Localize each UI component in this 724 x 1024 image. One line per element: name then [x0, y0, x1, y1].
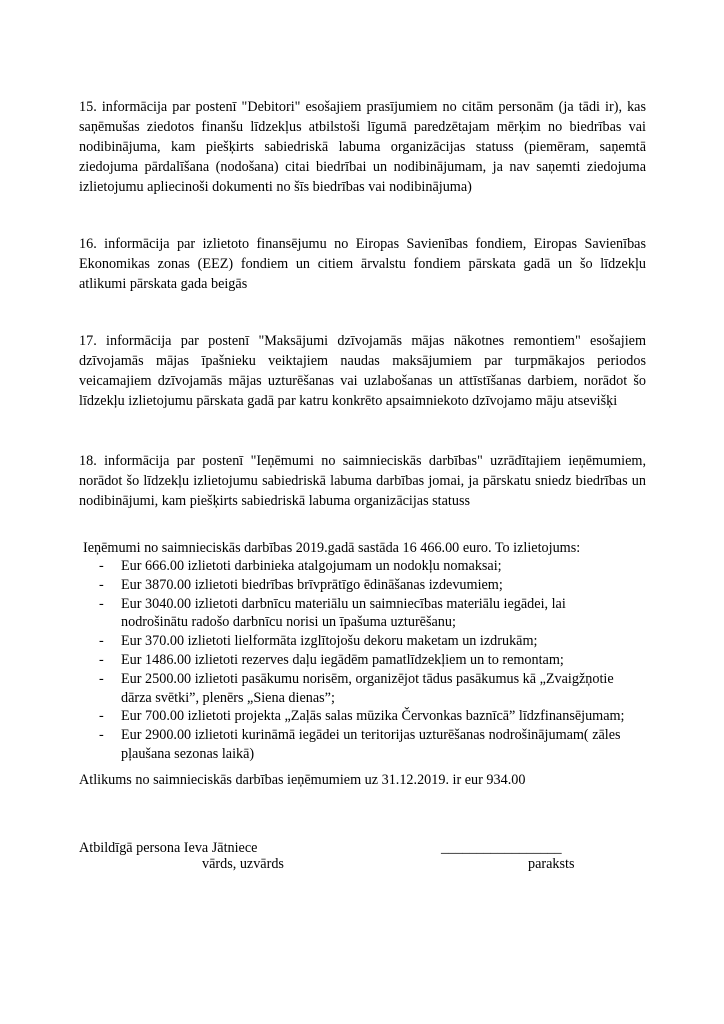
list-dash: - [99, 651, 104, 668]
signature-line: _________________ [441, 840, 562, 856]
section-18-text: 18. informācija par postenī "Ieņēmumi no saimnieciskās darbības" uzrādītajiem ieņēmumiem, norādot šo līdzekļu izlietojumu sabiedriskā labuma darbības jomai, ja pārskatu sniedz biedrības un nodibinājumi, kam piešķirts sabiedriskā labuma organizācijas statuss [79, 453, 646, 509]
list-item-text: Eur 1486.00 izlietoti rezerves daļu iegādēm pamatlīdzekļiem un to remontam; [121, 651, 564, 668]
list-item [96, 595, 636, 633]
list-item [96, 557, 636, 576]
list-item [96, 632, 636, 651]
list-item [96, 726, 636, 764]
list-dash: - [99, 558, 104, 574]
responsible-person: Atbildīgā persona Ieva Jātniece [79, 840, 258, 856]
list-item-text: Eur 3870.00 izlietoti biedrības brīvprātīgo ēdināšanas izdevumiem; [121, 576, 503, 593]
name-caption: vārds, uzvārds [202, 856, 284, 872]
list-item-text: Eur 2500.00 izlietoti pasākumu norisēm, organizējot tādus pasākumus kā „Zvaigžņotie dārza svētki”, plenērs „Siena dienas”; [121, 670, 614, 706]
list-item-text: Eur 2900.00 izlietoti kurināmā iegādei un teritorijas uzturēšanas nodrošinājumam( zāles pļaušana sezonas laikā) [121, 727, 621, 762]
list-item [96, 651, 636, 670]
income-usage-list [96, 557, 636, 764]
list-item [96, 576, 636, 595]
list-dash: - [99, 727, 104, 744]
section-15-text: 15. informācija par postenī "Debitori" esošajiem prasījumiem no citām personām (ja tādi ir), kas saņēmušas ziedotos finanšu līdzekļus atbilstoši līgumā paredzētajam mērķim no biedrības vai nodibinājuma, kam piešķirts sabiedriskā labuma organizācijas statuss (piemēram, saņemtā ziedojuma pārdalīšana (nodošana) citai biedrībai un nodibinājumam, ja nav saņemti ziedojuma izlietojumu apliecinoši dokumenti no šīs biedrības vai nodibinājuma) [79, 99, 646, 195]
list-item [96, 670, 636, 708]
list-dash: - [99, 576, 104, 593]
list-item-text: Eur 666.00 izlietoti darbinieka atalgojumam un nodokļu nomaksai; [121, 558, 502, 574]
income-intro: Ieņēmumi no saimnieciskās darbības 2019.gadā sastāda 16 466.00 euro. To izlietojums: [83, 540, 581, 556]
list-dash: - [99, 633, 104, 650]
list-item-text: Eur 700.00 izlietoti projekta „Zaļās salas mūzika Červonkas baznīcā” līdzfinansējumam; [121, 708, 625, 725]
section-17-text: 17. informācija par postenī "Maksājumi dzīvojamās mājas nākotnes remontiem" esošajiem dzīvojamās mājas īpašnieku veiktajiem naudas maksājumiem par turpmākajos periodos veicamajiem dzīvojamās mājas uzturēšanas vai uzlabošanas un attīstīšanas darbiem, norādot šo līdzekļu izlietojumu pārskata gadā par katru konkrēto apsaimniekoto dzīvojamo māju atsevišķi [79, 333, 646, 409]
list-item-text: Eur 3040.00 izlietoti darbnīcu materiālu un saimniecības materiālu iegādei, lai nodrošinātu radošo darbnīcu norisi un īpašuma uzturēšanu; [121, 595, 566, 631]
list-dash: - [99, 708, 104, 725]
list-item [96, 707, 636, 726]
balance-statement: Atlikums no saimnieciskās darbības ieņēmumiem uz 31.12.2019. ir eur 934.00 [79, 772, 526, 788]
list-item-text: Eur 370.00 izlietoti lielformāta izglītojošu dekoru maketam un izdrukām; [121, 633, 538, 650]
signature-caption: paraksts [528, 856, 575, 872]
list-dash: - [99, 595, 104, 612]
section-16-text: 16. informācija par izlietoto finansējumu no Eiropas Savienības fondiem, Eiropas Savienības Ekonomikas zonas (EEZ) fondiem un citiem ārvalstu fondiem pārskata gadā un šo līdzekļu atlikumi pārskata gada beigās [79, 236, 646, 292]
list-dash: - [99, 670, 104, 687]
